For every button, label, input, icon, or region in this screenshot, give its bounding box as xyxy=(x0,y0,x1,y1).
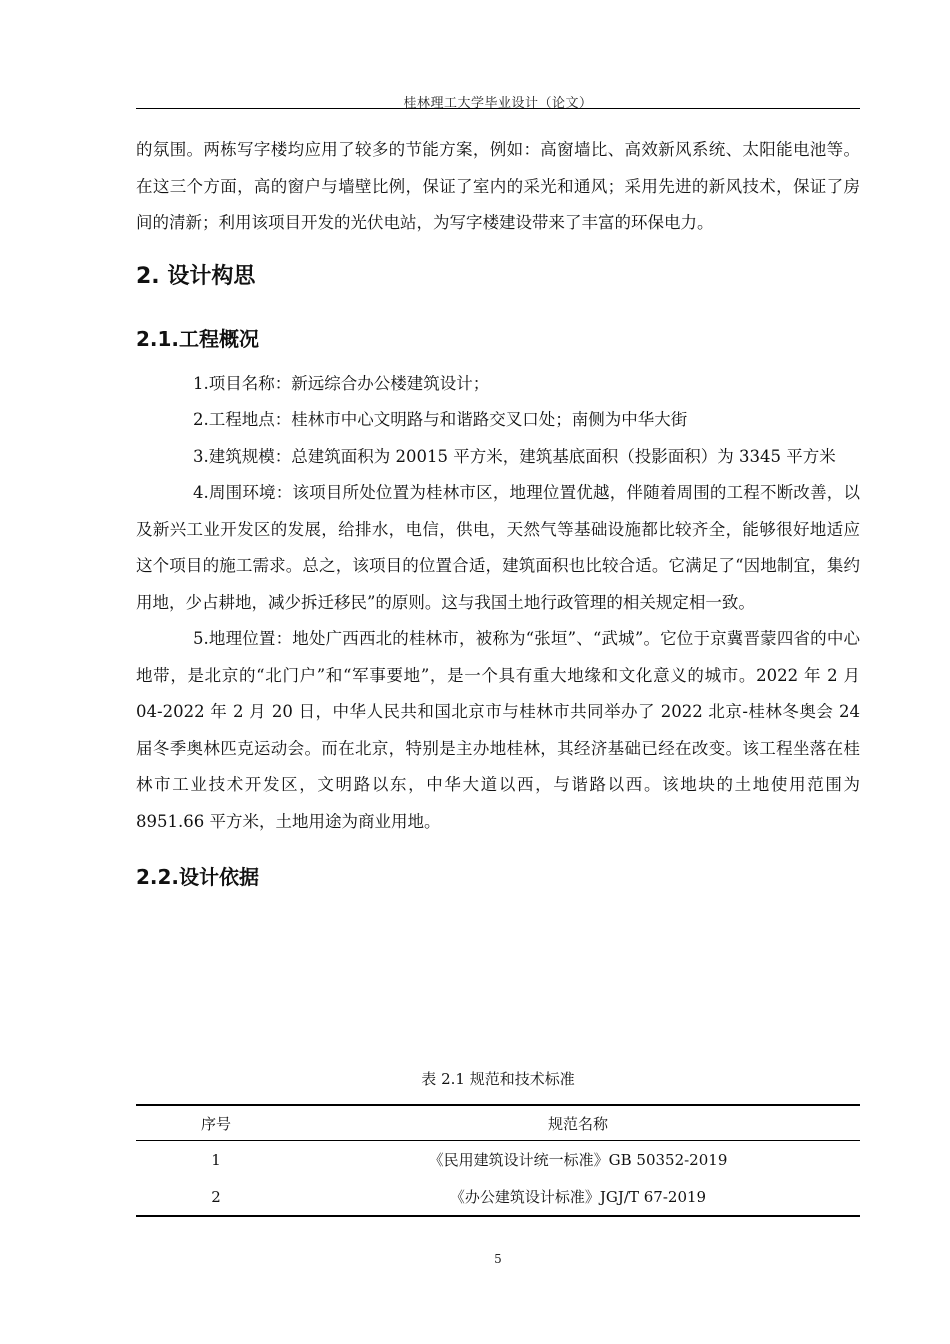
header-standard-name: 规范名称 xyxy=(296,1105,860,1141)
cell-standard-name: 《民用建筑设计统一标准》GB 50352-2019 xyxy=(428,1151,728,1169)
intro-paragraph: 的氛围。两栋写字楼均应用了较多的节能方案，例如：高窗墙比、高效新风系统、太阳能电池等。在这三个方面，高的窗户与墙壁比例，保证了室内的采光和通风；采用先进的新风技术，保证了房间的清新；利用该项目开发的光伏电站，为写字楼建设带来了丰富的环保电力。 xyxy=(136,140,860,232)
section-heading-2-2: 2.2.设计依据 xyxy=(136,865,260,889)
table-row xyxy=(136,1141,860,1179)
cell-serial: 1 xyxy=(211,1150,221,1169)
table-caption: 表 2.1 规范和技术标准 xyxy=(421,1070,575,1088)
project-location-item: 2.工程地点：桂林市中心文明路与和谐路交叉口处；南侧为中华大街 xyxy=(193,410,688,429)
section-heading-2-1: 2.1.工程概况 xyxy=(136,326,260,351)
table-header-row xyxy=(136,1105,860,1141)
page-number: 5 xyxy=(494,1252,502,1266)
project-name-item: 1.项目名称：新远综合办公楼建筑设计； xyxy=(193,373,490,393)
running-header: 桂林理工大学毕业设计（论文） xyxy=(403,96,593,111)
standards-table xyxy=(136,1104,860,1217)
page-body xyxy=(136,132,860,904)
geography-item: 5.地理位置：地处广西西北的桂林市，被称为“张垣”、“武城”。它位于京冀晋蒙四省的中心地带，是北京的“北门户”和“军事要地”，是一个具有重大地缘和文化意义的城市。2022 年 2 月 04-2022 年 2 月 20 日，中华人民共和国北京市与桂林市共同举办了 2022 北京-桂林冬奥会 24 届冬季奥林匹克运动会。而在北京，特别是主办地桂林，其经济基础已经在改变。该工程坐落在桂林市工业技术开发区，文明路以东，中华大道以西，与谐路以西。该地块的土地使用范围为 8951.66 平方米，土地用途为商业用地。 xyxy=(136,629,860,831)
cell-standard-name: 《办公建筑设计标准》JGJ/T 67-2019 xyxy=(296,1178,860,1216)
header-divider xyxy=(136,108,860,109)
building-scale-item: 3.建筑规模：总建筑面积为 20015 平方米，建筑基底面积（投影面积）为 3345 平方米 xyxy=(193,446,836,466)
header-serial: 序号 xyxy=(136,1105,296,1141)
table-row xyxy=(136,1178,860,1216)
cell-serial: 2 xyxy=(136,1178,296,1216)
surroundings-item: 4.周围环境：该项目所处位置为桂林市区，地理位置优越，伴随着周围的工程不断改善，以及新兴工业开发区的发展，给排水，电信，供电，天然气等基础设施都比较齐全，能够很好地适应这个项目的施工需求。总之，该项目的位置合适，建筑面积也比较合适。它满足了“因地制宜，集约用地，少占耕地，减少拆迁移民”的原则。这与我国土地行政管理的相关规定相一致。 xyxy=(136,483,860,612)
chapter-heading: 2. 设计构思 xyxy=(136,263,256,289)
